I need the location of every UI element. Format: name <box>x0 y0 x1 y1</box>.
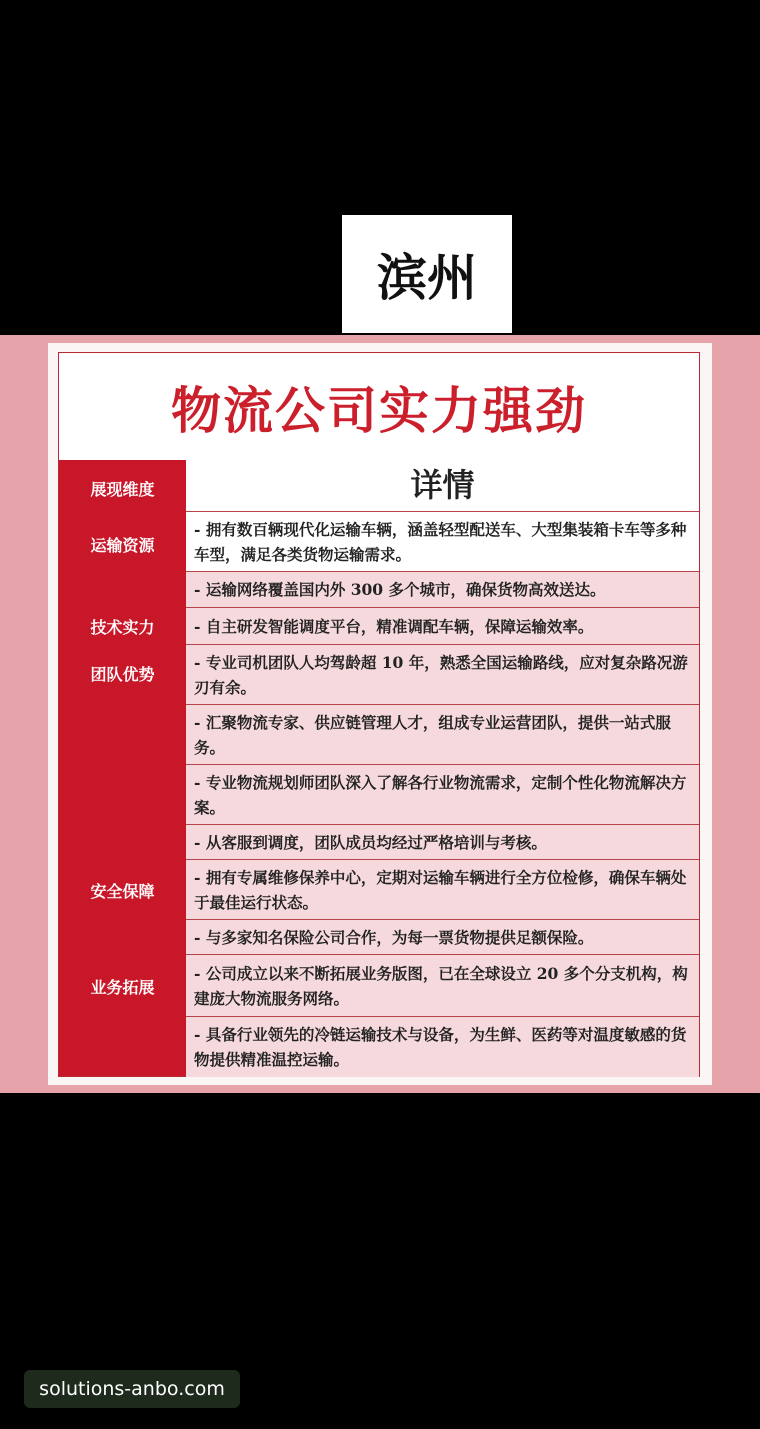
table-row: - 拥有数百辆现代化运输车辆，涵盖轻型配送车、大型集装箱卡车等多种车型，满足各类货物运输需求。 <box>186 512 699 572</box>
watermark: solutions-anbo.com <box>24 1370 240 1408</box>
category-label: 团队优势 <box>90 665 155 684</box>
category-label: 技术实力 <box>90 618 155 637</box>
table-row: - 拥有专属维修保养中心，定期对运输车辆进行全方位检修，确保车辆处于最佳运行状态。 <box>186 860 699 920</box>
table-row: - 专业物流规划师团队深入了解各行业物流需求，定制个性化物流解决方案。 <box>186 765 699 825</box>
table-row: - 专业司机团队人均驾龄超 10 年，熟悉全国运输路线，应对复杂路况游刃有余。 <box>186 645 699 705</box>
table-row: - 汇聚物流专家、供应链管理人才，组成专业运营团队，提供一站式服务。 <box>186 705 699 765</box>
city-label: 滨州 <box>342 215 512 333</box>
header-dimension: 展现维度 <box>90 480 155 499</box>
dimension-column <box>59 460 186 1076</box>
table-row: - 具备行业领先的冷链运输技术与设备，为生鲜、医药等对温度敏感的货物提供精准温控运输。 <box>186 1017 699 1077</box>
table-row: - 运输网络覆盖国内外 300 多个城市，确保货物高效送达。 <box>186 572 699 608</box>
table-row: - 从客服到调度，团队成员均经过严格培训与考核。 <box>186 825 699 860</box>
info-table-poster <box>58 352 700 1077</box>
table-row: - 自主研发智能调度平台，精准调配车辆，保障运输效率。 <box>186 608 699 645</box>
poster-title: 物流公司实力强劲 <box>171 380 587 440</box>
category-label: 安全保障 <box>90 882 155 901</box>
table-row: - 与多家知名保险公司合作，为每一票货物提供足额保险。 <box>186 920 699 955</box>
header-details: 详情 <box>186 460 699 512</box>
category-label: 运输资源 <box>90 536 155 555</box>
details-column <box>186 460 699 1077</box>
table-row: - 公司成立以来不断拓展业务版图，已在全球设立 20 多个分支机构，构建庞大物流服务网络。 <box>186 955 699 1017</box>
category-label: 业务拓展 <box>90 978 155 997</box>
